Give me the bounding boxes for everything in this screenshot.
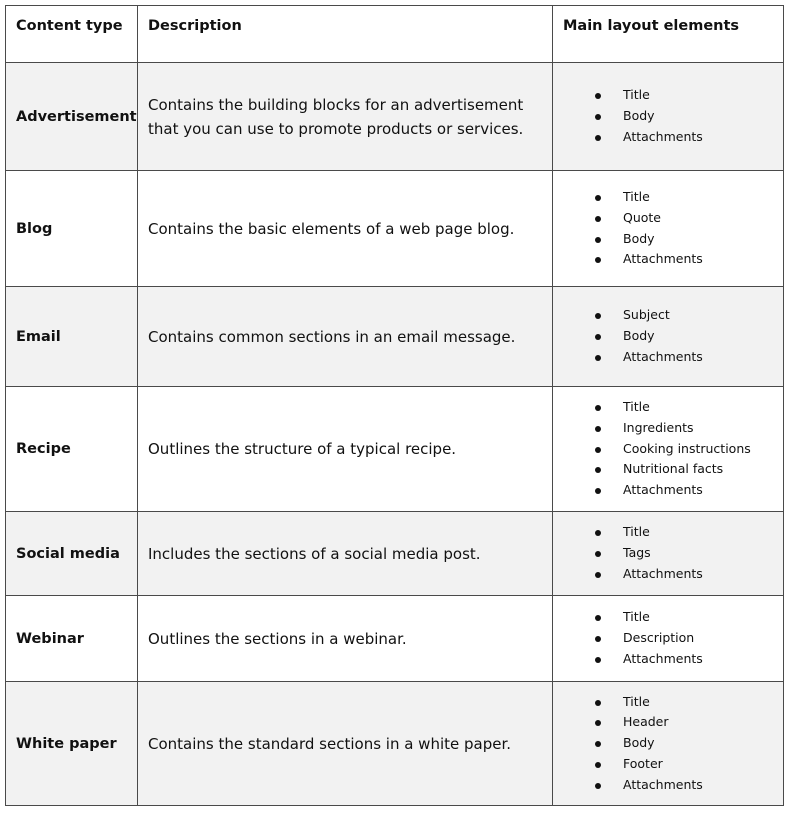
list-item: Attachments	[595, 127, 783, 148]
list-item: Body	[595, 229, 783, 250]
layout-elements-list	[553, 522, 783, 584]
table-row	[6, 596, 784, 682]
layout-elements-cell	[553, 512, 784, 596]
list-item: Attachments	[595, 480, 783, 501]
list-item: Title	[595, 522, 783, 543]
list-item: Description	[595, 628, 783, 649]
list-item: Cooking instructions	[595, 439, 783, 460]
list-item: Attachments	[595, 564, 783, 585]
list-item: Attachments	[595, 347, 783, 368]
layout-elements-cell	[553, 287, 784, 387]
list-item: Title	[595, 607, 783, 628]
table-row	[6, 287, 784, 387]
list-item: Title	[595, 692, 783, 713]
layout-elements-cell	[553, 387, 784, 512]
list-item: Header	[595, 712, 783, 733]
list-item: Body	[595, 733, 783, 754]
content-type-cell: Recipe	[6, 387, 138, 512]
content-type-cell: Blog	[6, 171, 138, 287]
table-row	[6, 63, 784, 171]
list-item: Footer	[595, 754, 783, 775]
description-cell: Contains the standard sections in a white paper.	[138, 682, 553, 806]
list-item: Title	[595, 187, 783, 208]
description-cell: Contains the basic elements of a web page blog.	[138, 171, 553, 287]
table-row	[6, 171, 784, 287]
content-type-cell: Email	[6, 287, 138, 387]
layout-elements-list	[553, 305, 783, 367]
table-row	[6, 512, 784, 596]
table-row	[6, 387, 784, 512]
description-cell: Includes the sections of a social media post.	[138, 512, 553, 596]
list-item: Body	[595, 326, 783, 347]
list-item: Quote	[595, 208, 783, 229]
description-cell: Contains the building blocks for an advertisement that you can use to promote products or services.	[138, 63, 553, 171]
content-type-cell: Advertisement	[6, 63, 138, 171]
content-types-table	[5, 5, 784, 806]
header-row	[6, 6, 784, 63]
layout-elements-cell	[553, 596, 784, 682]
content-type-cell: Webinar	[6, 596, 138, 682]
layout-elements-cell	[553, 682, 784, 806]
header-content-type: Content type	[6, 6, 138, 63]
description-cell: Outlines the sections in a webinar.	[138, 596, 553, 682]
layout-elements-list	[553, 85, 783, 147]
header-description: Description	[138, 6, 553, 63]
list-item: Attachments	[595, 249, 783, 270]
list-item: Tags	[595, 543, 783, 564]
description-cell: Outlines the structure of a typical recipe.	[138, 387, 553, 512]
layout-elements-cell	[553, 63, 784, 171]
layout-elements-cell	[553, 171, 784, 287]
description-cell: Contains common sections in an email message.	[138, 287, 553, 387]
list-item: Ingredients	[595, 418, 783, 439]
layout-elements-list	[553, 187, 783, 270]
layout-elements-list	[553, 607, 783, 669]
list-item: Nutritional facts	[595, 459, 783, 480]
layout-elements-list	[553, 397, 783, 501]
list-item: Title	[595, 85, 783, 106]
content-type-cell: Social media	[6, 512, 138, 596]
list-item: Body	[595, 106, 783, 127]
list-item: Attachments	[595, 649, 783, 670]
list-item: Attachments	[595, 775, 783, 796]
content-type-cell: White paper	[6, 682, 138, 806]
list-item: Title	[595, 397, 783, 418]
layout-elements-list	[553, 692, 783, 796]
table-row	[6, 682, 784, 806]
header-main-layout-elements: Main layout elements	[553, 6, 784, 63]
list-item: Subject	[595, 305, 783, 326]
